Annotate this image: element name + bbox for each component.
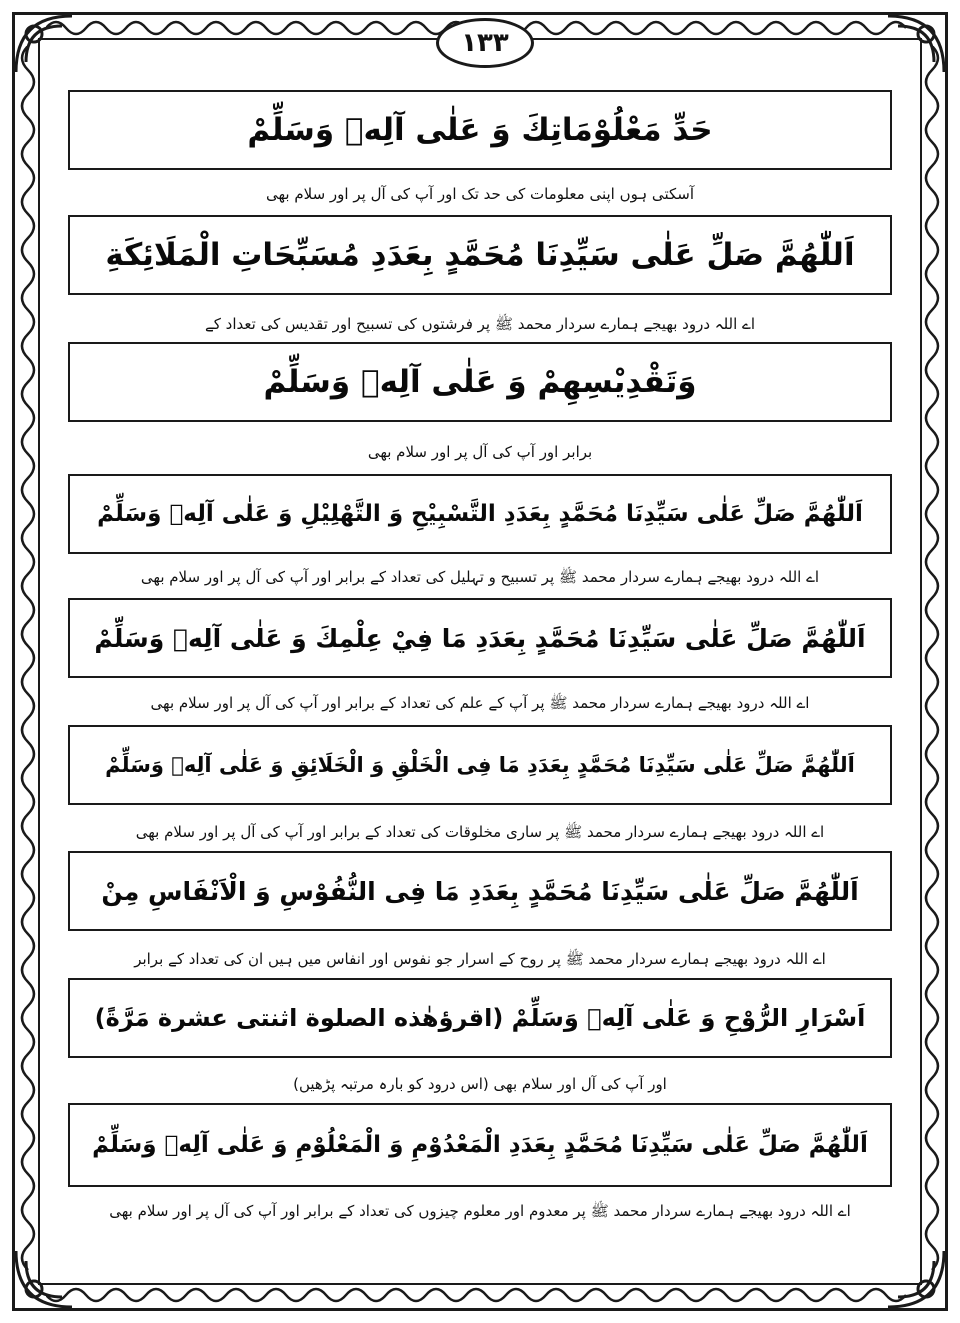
page-number: ۱۳۳ [436,18,534,68]
arabic-verse-box [68,342,892,422]
arabic-verse: حَدِّ مَعْلُوْمَاتِكَ وَ عَلٰى آلِهٖ وَسَلِّمْ [247,112,713,148]
arabic-verse: اَللّٰهُمَّ صَلِّ عَلٰى سَيِّدِنَا مُحَمَّدٍ بِعَدَدِ التَّسْبِيْحِ وَ التَّهْلِيْلِ وَ عَلٰى آلِهٖ وَسَلِّمْ [97,501,863,527]
urdu-translation: برابر اور آپ کی آل پر اور سلام بھی [367,443,593,461]
arabic-verse-box [68,1103,892,1187]
arabic-verse: اَللّٰهُمَّ صَلِّ عَلٰى سَيِّدِنَا مُحَمَّدٍ بِعَدَدِ الْمَعْدُوْمِ وَ الْمَعْلُوْمِ وَ عَلٰى آلِهٖ وَسَلِّمْ [92,1132,868,1158]
urdu-translation: اے اللہ درود بھیجے ہمارے سردار محمد ﷺ پر ساری مخلوقات کی تعداد کے برابر اور آپ کی آل پر اور سلام بھی [135,823,825,841]
bottom-ornament [46,1283,914,1307]
corner-ornament [884,1247,948,1311]
arabic-verse: اَللّٰهُمَّ صَلِّ عَلٰى سَيِّدِنَا مُحَمَّدٍ بِعَدَدِ مُسَبِّحَاتِ الْمَلَائِكَةِ [105,237,855,273]
urdu-translation: آسکتی ہوں اپنی معلومات کی حد تک اور آپ کی آل پر اور سلام بھی [266,185,694,203]
urdu-translation: اور آپ کی آل اور سلام بھی (اس درود کو بارہ مرتبہ پڑھیں) [293,1075,667,1093]
arabic-verse-box [68,474,892,554]
left-ornament [16,46,40,1277]
right-ornament [920,46,944,1277]
arabic-verse-box [68,725,892,805]
urdu-translation: اے اللہ درود بھیجے ہمارے سردار محمد ﷺ پر روح کے اسرار جو نفوس اور انفاس میں ہیں ان کی تعداد کے برابر [134,950,826,968]
urdu-translation: اے اللہ درود بھیجے ہمارے سردار محمد ﷺ پر تسبیح و تہلیل کی تعداد کے برابر اور آپ کی آل پر اور سلام بھی [140,568,820,586]
arabic-verse-box [68,978,892,1058]
urdu-translation: اے اللہ درود بھیجے ہمارے سردار محمد ﷺ پر معدوم اور معلوم چیزوں کی تعداد کے برابر اور آپ کی آل پر اور سلام بھی [109,1202,851,1220]
arabic-verse: اَللّٰهُمَّ صَلِّ عَلٰى سَيِّدِنَا مُحَمَّدٍ بِعَدَدِ مَا فِى النُّفُوْسِ وَ الْاَنْفَاسِ مِنْ [101,876,859,906]
urdu-translation: اے اللہ درود بھیجے ہمارے سردار محمد ﷺ پر فرشتوں کی تسبیح اور تقدیس کی تعداد کے [204,315,756,333]
arabic-verse-box [68,851,892,931]
corner-ornament [884,12,948,76]
corner-ornament [12,1247,76,1311]
arabic-verse-box [68,598,892,678]
arabic-verse: اَللّٰهُمَّ صَلِّ عَلٰى سَيِّدِنَا مُحَمَّدٍ بِعَدَدِ مَا فِى الْخَلْقِ وَ الْخَلَائِقِ وَ عَلٰى آلِهٖ وَسَلِّمْ [105,753,855,777]
arabic-verse: اَللّٰهُمَّ صَلِّ عَلٰى سَيِّدِنَا مُحَمَّدٍ بِعَدَدِ مَا فِيْ عِلْمِكَ وَ عَلٰى آلِهٖ وَسَلِّمْ [94,623,866,653]
arabic-verse: اَسْرَارِ الرُّوْحِ وَ عَلٰى آلِهٖ وَسَلِّمْ (اقرؤهٰذه الصلوة اثنتى عشرة مَرَّةً) [94,1004,866,1032]
arabic-verse-box [68,215,892,295]
arabic-verse-box [68,90,892,170]
corner-ornament [12,12,76,76]
arabic-verse: وَتَقْدِيْسِهِمْ وَ عَلٰى آلِهٖ وَسَلِّمْ [263,364,697,400]
urdu-translation: اے اللہ درود بھیجے ہمارے سردار محمد ﷺ پر آپ کے علم کی تعداد کے برابر اور آپ کی آل پر اور سلام بھی [150,694,810,712]
